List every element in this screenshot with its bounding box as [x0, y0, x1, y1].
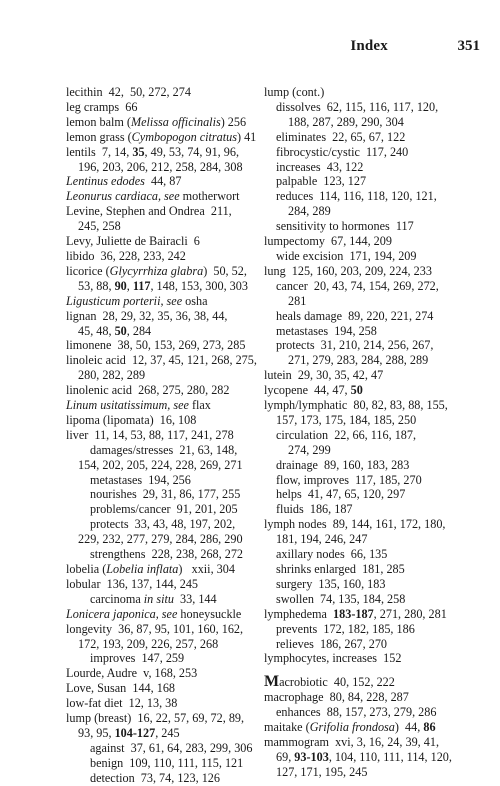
index-entry: leg cramps 66 — [66, 99, 138, 114]
index-subentry: dissolves 62, 115, 116, 117, 120, — [276, 99, 439, 114]
index-subentry: damages/stresses 21, 63, 148, — [90, 442, 238, 457]
index-entry: linolenic acid 268, 275, 280, 282 — [66, 383, 230, 398]
index-entry: Lourde, Audre v, 168, 253 — [66, 666, 198, 681]
index-entry: lymph/lymphatic 80, 82, 83, 88, 155, — [264, 398, 448, 413]
index-subentry: carcinoma in situ 33, 144 — [90, 591, 217, 606]
index-subentry: improves 147, 259 — [90, 651, 185, 666]
index-entry: low-fat diet 12, 13, 38 — [66, 696, 178, 711]
index-subentry: nourishes 29, 31, 86, 177, 255 — [90, 487, 241, 502]
index-subentry: strengthens 228, 238, 268, 272 — [90, 547, 244, 562]
index-subentry: surgery 135, 160, 183 — [276, 576, 386, 591]
index-subentry: 172, 193, 209, 226, 257, 268 — [78, 636, 219, 651]
index-subentry: 245, 258 — [78, 219, 121, 234]
page-number: 351 — [457, 38, 480, 54]
index-subentry: axillary nodes 66, 135 — [276, 547, 388, 562]
index-entry: lymph nodes 89, 144, 161, 172, 180, — [264, 517, 446, 532]
index-subentry: 127, 171, 195, 245 — [276, 764, 368, 779]
index-entry: Lonicera japonica, see honeysuckle — [66, 606, 242, 621]
page-header — [0, 38, 500, 58]
index-subentry: 280, 282, 289 — [78, 368, 146, 383]
index-subentry: eliminates 22, 65, 67, 122 — [276, 129, 406, 144]
index-subentry: reduces 114, 116, 118, 120, 121, — [276, 189, 437, 204]
index-subentry: palpable 123, 127 — [276, 174, 367, 189]
index-entry: Linum usitatissimum, see flax — [66, 398, 211, 413]
index-entry: lung 125, 160, 203, 209, 224, 233 — [264, 263, 432, 278]
index-entry: lobelia (Lobelia inflata) xxii, 304 — [66, 562, 235, 576]
index-entry: lecithin 42, 50, 272, 274 — [66, 85, 191, 99]
index-subentry: 229, 232, 277, 279, 284, 286, 290 — [78, 532, 243, 547]
index-subentry: benign 109, 110, 111, 115, 121 — [90, 755, 244, 770]
index-entry: limonene 38, 50, 153, 269, 273, 285 — [66, 338, 246, 353]
index-entry: Love, Susan 144, 168 — [66, 681, 176, 696]
index-entry: linoleic acid 12, 37, 45, 121, 268, 275, — [66, 353, 257, 368]
index-subentry: 93, 95, 104-127, 245 — [78, 725, 180, 740]
index-subentry: wide excision 171, 194, 209 — [276, 248, 417, 263]
index-subentry: increases 43, 122 — [276, 159, 364, 174]
index-subentry: 281 — [288, 293, 307, 308]
index-subentry: swollen 74, 135, 184, 258 — [276, 591, 406, 606]
index-entry: lump (cont.) — [264, 85, 325, 99]
index-entry: libido 36, 228, 233, 242 — [66, 248, 186, 263]
index-entry: Ligusticum porterii, see osha — [66, 293, 208, 308]
index-subentry: 271, 279, 283, 284, 288, 289 — [288, 353, 429, 368]
index-subentry: 157, 173, 175, 184, 185, 250 — [276, 412, 417, 427]
index-entry: Macrobiotic 40, 152, 222 — [264, 673, 395, 691]
index-subentry: 69, 93-103, 104, 110, 111, 114, 120, — [276, 749, 452, 764]
index-subentry: shrinks enlarged 181, 285 — [276, 562, 405, 576]
index-column-left — [66, 85, 262, 786]
index-subentry: circulation 22, 66, 116, 187, — [276, 427, 417, 442]
index-subentry: 188, 287, 289, 290, 304 — [288, 114, 404, 129]
index-entry: Lentinus edodes 44, 87 — [66, 174, 182, 189]
index-entry: lignan 28, 29, 32, 35, 36, 38, 44, — [66, 308, 228, 323]
index-subentry: 154, 202, 205, 224, 228, 269, 271 — [78, 457, 243, 472]
index-subentry: against 37, 61, 64, 283, 299, 306 — [90, 740, 253, 755]
index-subentry: relieves 186, 267, 270 — [276, 636, 388, 651]
index-entry: lumpectomy 67, 144, 209 — [264, 234, 392, 249]
index-subentry: 196, 203, 206, 212, 258, 284, 308 — [78, 159, 243, 174]
index-column-right — [264, 85, 484, 780]
index-subentry: protects 33, 43, 48, 197, 202, — [90, 517, 236, 532]
index-entry: lentils 7, 14, 35, 49, 53, 74, 91, 96, — [66, 144, 239, 159]
index-subentry: detection 73, 74, 123, 126 — [90, 770, 220, 785]
index-entry: lobular 136, 137, 144, 245 — [66, 576, 199, 591]
index-subentry: enhances 88, 157, 273, 279, 286 — [276, 705, 437, 720]
index-subentry: sensitivity to hormones 117 — [276, 219, 414, 234]
index-entry: lemon balm (Melissa officinalis) 256 — [66, 114, 247, 129]
index-subentry: fibrocystic/cystic 117, 240 — [276, 144, 409, 159]
index-subentry: protects 31, 210, 214, 256, 267, — [276, 338, 434, 353]
index-entry: lymphedema 183-187, 271, 280, 281 — [264, 606, 447, 621]
index-entry: licorice (Glycyrrhiza glabra) 50, 52, — [66, 263, 247, 278]
index-subentry: cancer 20, 43, 74, 154, 269, 272, — [276, 278, 439, 293]
index-subentry: problems/cancer 91, 201, 205 — [90, 502, 238, 517]
index-entry: lycopene 44, 47, 50 — [264, 383, 363, 398]
index-subentry: 284, 289 — [288, 204, 331, 219]
index-subentry: helps 41, 47, 65, 120, 297 — [276, 487, 406, 502]
index-entry: lipoma (lipomata) 16, 108 — [66, 412, 197, 427]
index-entry: Leonurus cardiaca, see motherwort — [66, 189, 240, 204]
running-title: Index — [350, 38, 388, 54]
index-subentry: 45, 48, 50, 284 — [78, 323, 152, 338]
index-subentry: prevents 172, 182, 185, 186 — [276, 621, 415, 636]
index-subentry: fluids 186, 187 — [276, 502, 353, 517]
index-subentry: 274, 299 — [288, 442, 331, 457]
index-entry: maitake (Grifolia frondosa) 44, 86 — [264, 720, 436, 735]
index-entry: lutein 29, 30, 35, 42, 47 — [264, 368, 384, 383]
index-subentry: metastases 194, 258 — [276, 323, 377, 338]
index-subentry: 181, 194, 246, 247 — [276, 532, 368, 547]
index-entry: macrophage 80, 84, 228, 287 — [264, 690, 409, 705]
index-entry: longevity 36, 87, 95, 101, 160, 162, — [66, 621, 244, 636]
index-entry: lemon grass (Cymbopogon citratus) 41 — [66, 129, 257, 144]
index-entry: Levine, Stephen and Ondrea 211, — [66, 204, 232, 219]
index-entry: liver 11, 14, 53, 88, 117, 241, 278 — [66, 427, 234, 442]
index-entry: mammogram xvi, 3, 16, 24, 39, 41, — [264, 734, 440, 749]
index-subentry: drainage 89, 160, 183, 283 — [276, 457, 410, 472]
index-entry: Levy, Juliette de Bairacli 6 — [66, 234, 200, 249]
index-subentry: heals damage 89, 220, 221, 274 — [276, 308, 434, 323]
index-subentry: flow, improves 117, 185, 270 — [276, 472, 422, 487]
index-subentry: metastases 194, 256 — [90, 472, 191, 487]
index-subentry: 53, 88, 90, 117, 148, 153, 300, 303 — [78, 278, 248, 293]
index-entry: lump (breast) 16, 22, 57, 69, 72, 89, — [66, 711, 245, 726]
index-entry: lymphocytes, increases 152 — [264, 651, 402, 666]
